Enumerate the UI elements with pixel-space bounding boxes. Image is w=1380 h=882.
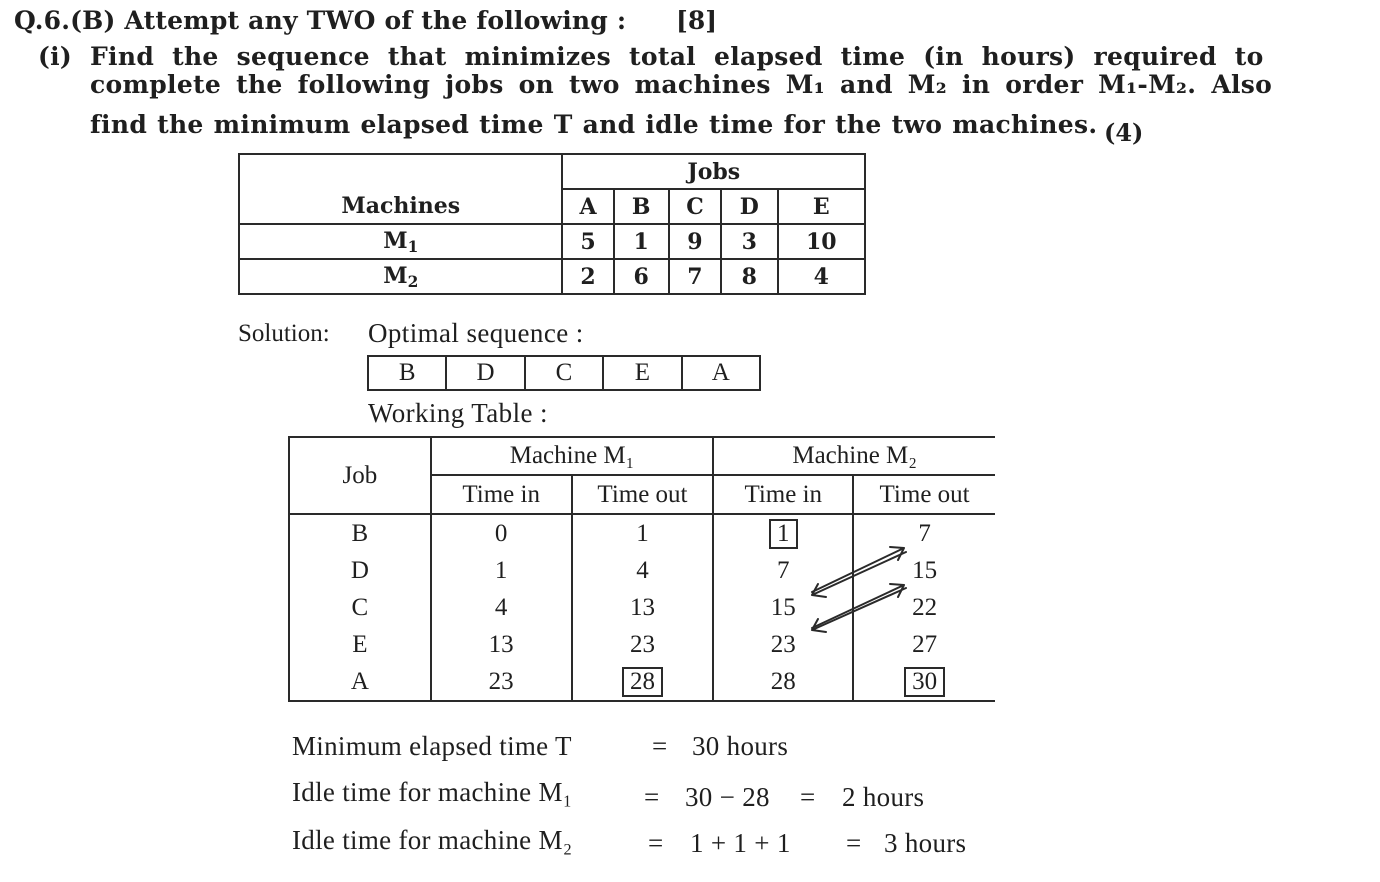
- table-cell: 6: [614, 259, 669, 294]
- table-cell: 7: [669, 259, 721, 294]
- table-cell: 15: [912, 556, 938, 584]
- job-cell: B: [289, 514, 431, 552]
- table-cell: 23: [713, 626, 853, 663]
- idle-m2-label: Idle time for machine M₂: [292, 825, 573, 855]
- table-cell: 13: [431, 626, 572, 663]
- m1-time-in-header: Time in: [431, 475, 572, 514]
- table-cell: 8: [721, 259, 777, 294]
- question-line-1: Find the sequence that minimizes total elapsed time (in hours) required to: [90, 42, 1264, 71]
- m2-time-out-header: Time out: [853, 475, 995, 514]
- job-col-d: D: [721, 189, 777, 224]
- question-line-3: find the minimum elapsed time T and idle time for the two machines.: [90, 110, 1098, 139]
- arrow-up-right-icon: [812, 547, 904, 592]
- job-col-e: E: [778, 189, 865, 224]
- sequence-item: A: [682, 356, 760, 390]
- machine-m1-header: Machine M₁: [431, 437, 714, 475]
- machine-letter: M: [383, 262, 408, 289]
- boxed-value: 1: [769, 519, 798, 549]
- table-cell: 1: [614, 224, 669, 259]
- idle-m2-value: 3 hours: [884, 828, 967, 858]
- machine-subscript: 1: [407, 237, 419, 256]
- sequence-item: D: [446, 356, 524, 390]
- table-cell: 23: [572, 626, 714, 663]
- table-cell: 3: [721, 224, 777, 259]
- table-cell: 13: [572, 589, 714, 626]
- question-heading: Q.6.(B) Attempt any TWO of the following :: [14, 6, 627, 35]
- job-col-a: A: [562, 189, 613, 224]
- boxed-value: 30: [904, 667, 945, 697]
- idle-m1-label: Idle time for machine M₁: [292, 777, 573, 807]
- table-cell: 7: [713, 552, 853, 589]
- table-cell: 7: [918, 519, 931, 547]
- question-line-2: complete the following jobs on two machines M₁ and M₂ in order M₁-M₂. Also: [90, 70, 1273, 99]
- arrow-down-left-icon: [812, 588, 906, 632]
- table-cell: 1: [572, 514, 714, 552]
- machine-m2-header: Machine M₂: [713, 437, 995, 475]
- sequence-item: E: [603, 356, 681, 390]
- job-header: Job: [289, 437, 431, 514]
- table-cell: 2: [562, 259, 613, 294]
- question-part-marks: (4): [1104, 118, 1144, 147]
- idle-m2-expression: 1 + 1 + 1: [690, 828, 791, 858]
- machine-subscript: 2: [407, 272, 419, 291]
- elapsed-time-label: Minimum elapsed time T: [292, 731, 572, 761]
- job-col-b: B: [614, 189, 669, 224]
- m2-time-in-header: Time in: [713, 475, 853, 514]
- arrow-up-right-icon: [812, 584, 904, 628]
- table-cell: 5: [562, 224, 613, 259]
- table-cell: 10: [778, 224, 865, 259]
- table-cell: 0: [431, 514, 572, 552]
- idle-m1-expression: 30 − 28: [685, 782, 770, 812]
- table-cell: 28: [713, 663, 853, 701]
- table-cell: 22: [912, 593, 938, 621]
- job-cell: E: [289, 626, 431, 663]
- job-cell: C: [289, 589, 431, 626]
- elapsed-time-value: 30 hours: [692, 731, 789, 761]
- idle-m2-equals: =: [648, 828, 664, 858]
- boxed-value: 28: [622, 667, 663, 697]
- sequence-item: C: [525, 356, 603, 390]
- idle-m1-value: 2 hours: [842, 782, 925, 812]
- solution-label: Solution:: [238, 320, 330, 347]
- table-cell: 4: [778, 259, 865, 294]
- elapsed-time-equals: =: [652, 731, 668, 761]
- question-part-number: (i): [38, 42, 73, 71]
- table-cell: 23: [431, 663, 572, 701]
- idle-m2-equals-2: =: [846, 828, 862, 858]
- job-col-c: C: [669, 189, 721, 224]
- table-cell: 9: [669, 224, 721, 259]
- m1-time-out-header: Time out: [572, 475, 714, 514]
- job-cell: D: [289, 552, 431, 589]
- table-cell: 4: [572, 552, 714, 589]
- machines-header: Machines: [239, 189, 562, 224]
- question-marks: [8]: [676, 6, 718, 35]
- table-cell: 4: [431, 589, 572, 626]
- working-table-label: Working Table :: [368, 398, 548, 428]
- sequence-item: B: [368, 356, 446, 390]
- table-cell: 1: [431, 552, 572, 589]
- optimal-sequence-label: Optimal sequence :: [368, 318, 584, 348]
- idle-m1-equals: =: [644, 782, 660, 812]
- idle-m1-equals-2: =: [800, 782, 816, 812]
- jobs-title: Jobs: [562, 154, 865, 189]
- table-cell: 27: [912, 630, 938, 658]
- table-cell: 15: [713, 589, 853, 626]
- job-cell: A: [289, 663, 431, 701]
- machine-letter: M: [383, 227, 408, 254]
